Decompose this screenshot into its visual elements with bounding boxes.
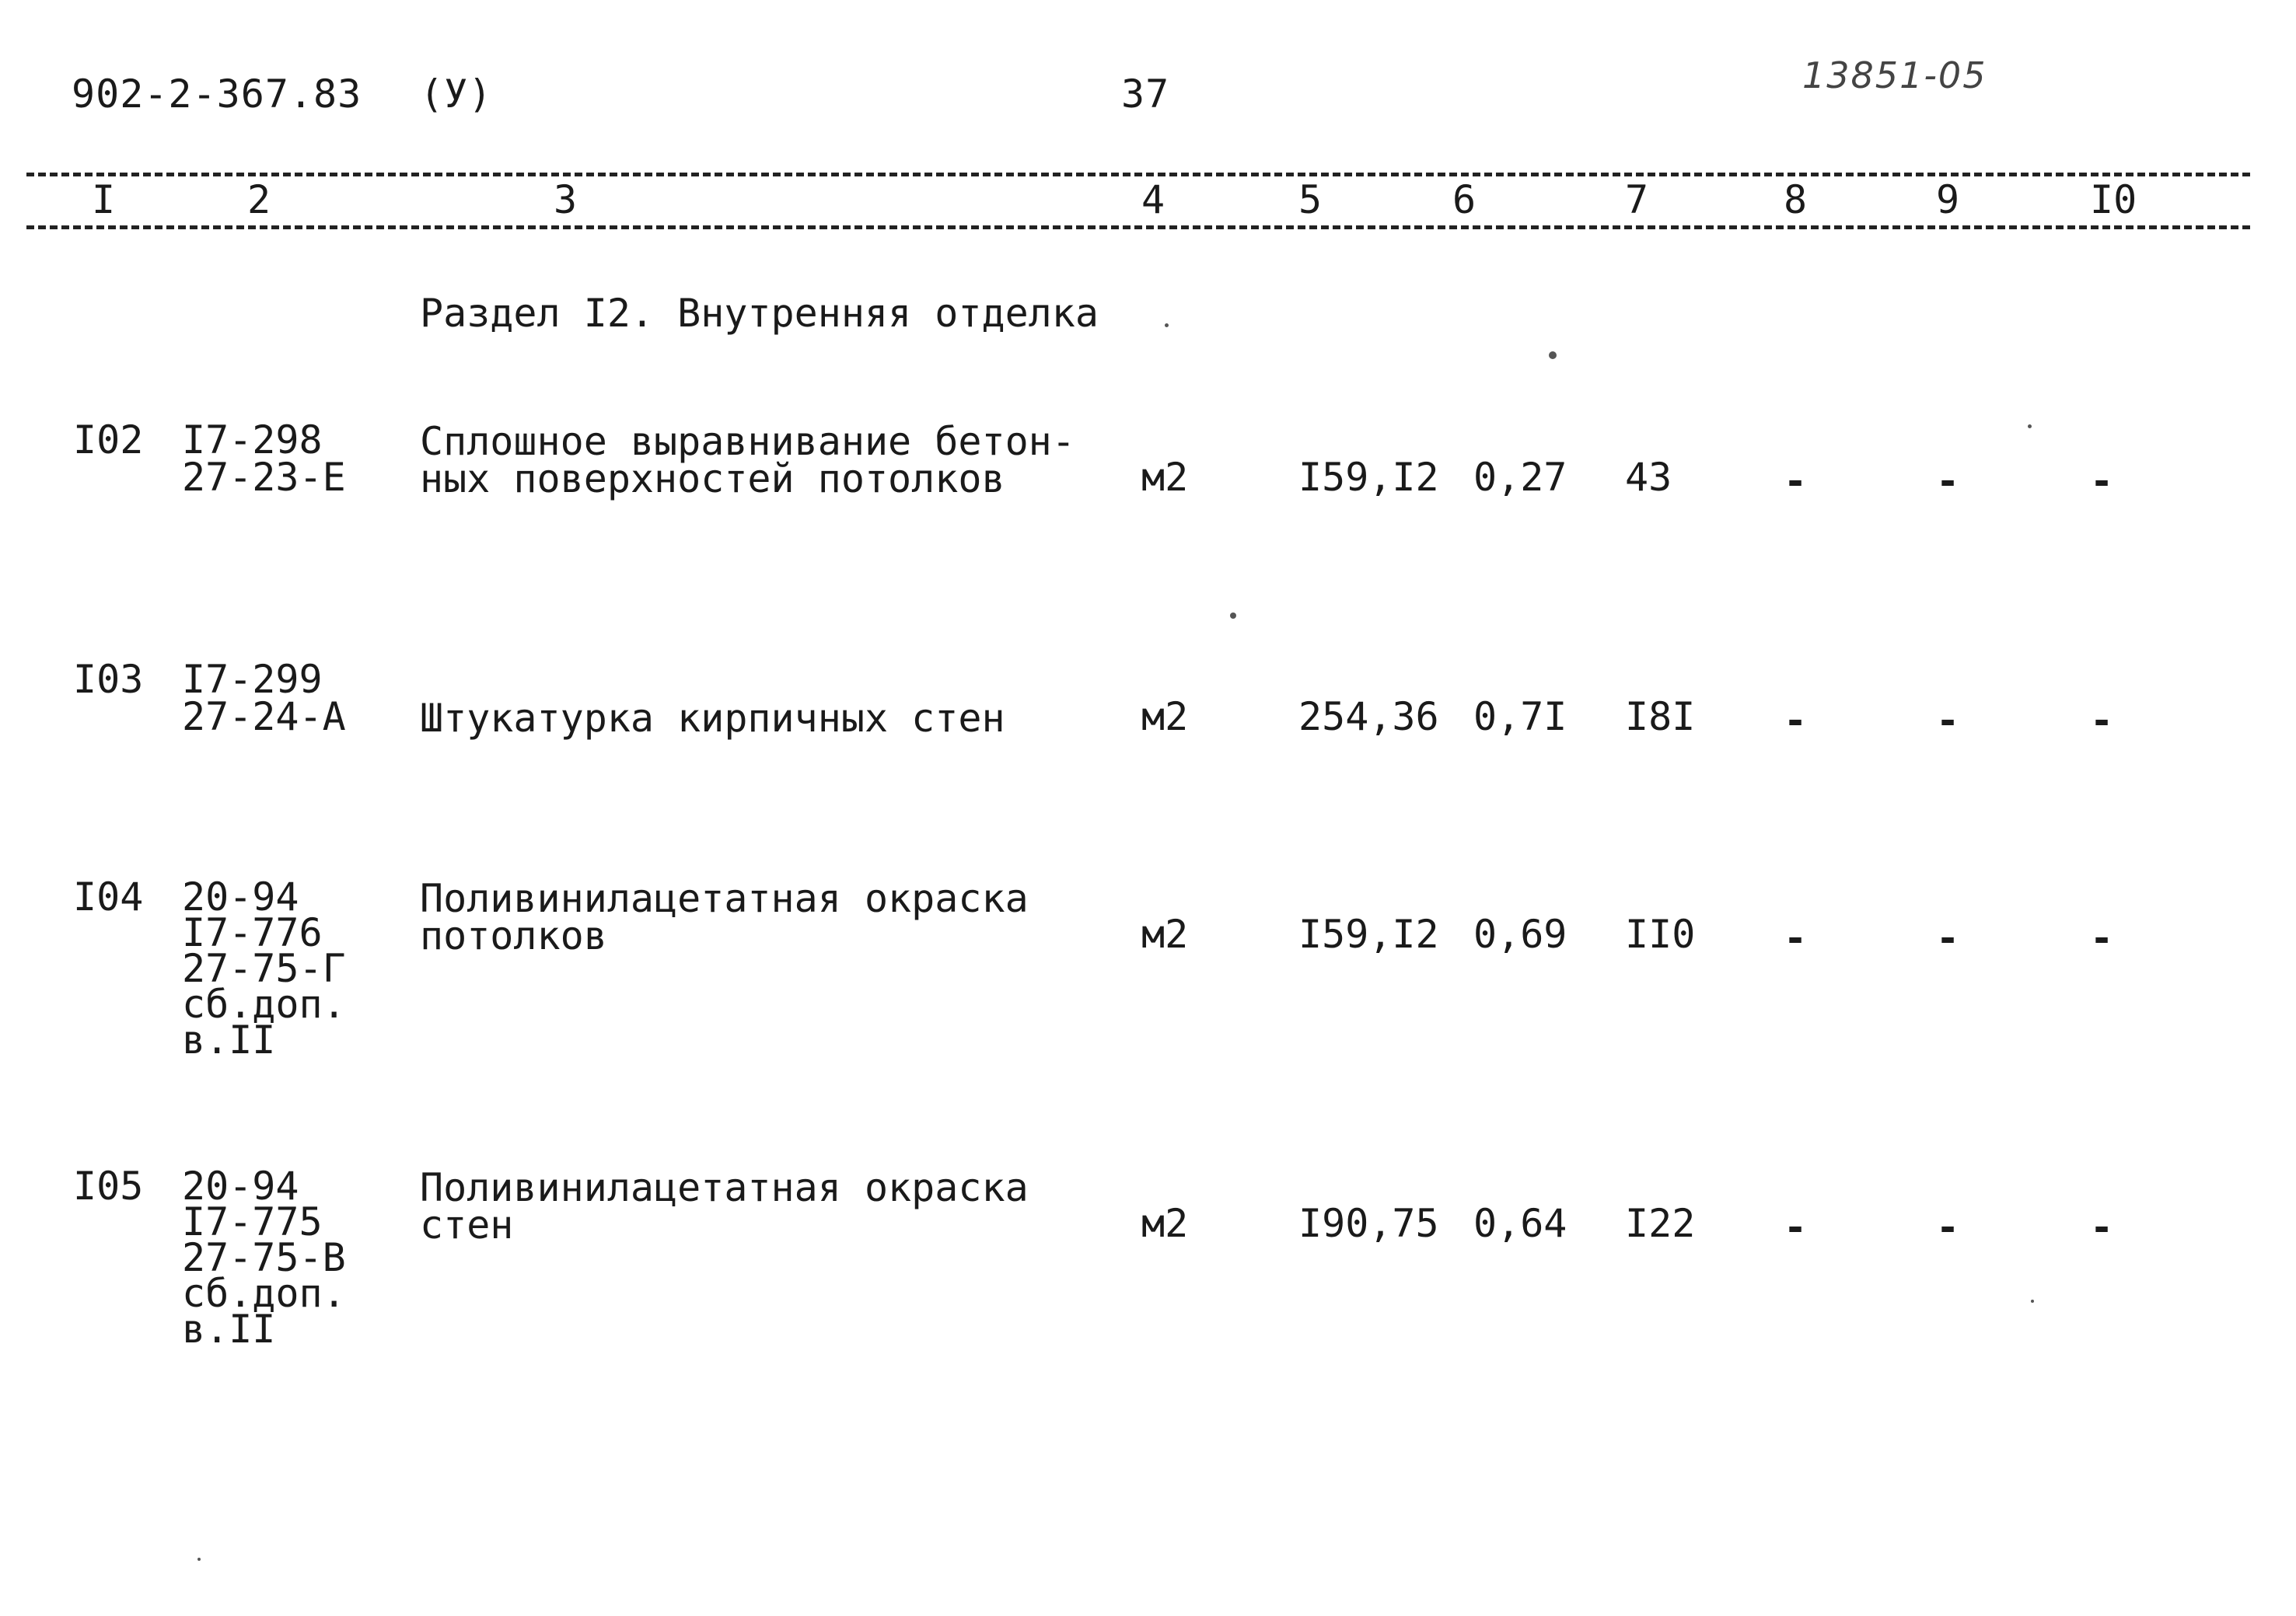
row-code-line: 27-75-Г [182,946,346,991]
row-col8: - [1784,698,1808,743]
scan-speck [197,1558,201,1561]
row-total: I8I [1625,694,1696,739]
row-col8: - [1784,1205,1808,1250]
col-header-1: I [92,177,116,222]
row-col10: - [2090,916,2114,961]
row-number: I04 [73,874,144,920]
row-description-line: Сплошное выравнивание бетон- [420,419,1075,464]
row-unit: м2 [1141,1201,1189,1246]
row-number: I03 [73,657,144,702]
row-code-line: 20-94 [182,874,299,920]
row-code-line: 27-24-А [182,694,346,739]
col-header-9: 9 [1936,177,1960,222]
row-quantity: I90,75 [1298,1201,1439,1246]
row-col9: - [1936,459,1960,504]
page-number: 37 [1121,72,1170,117]
row-unit: м2 [1141,694,1189,739]
doc-code: 902-2-367.83 [72,72,362,117]
row-number: I02 [73,417,144,462]
row-code-line: 27-75-В [182,1235,346,1280]
row-number: I05 [73,1164,144,1209]
row-description-line: Поливинилацетатная окраска [420,1165,1029,1210]
row-norm: 0,7I [1473,694,1567,739]
row-description-line: стен [420,1202,514,1248]
scan-speck [2031,1300,2034,1303]
row-quantity: I59,I2 [1298,455,1439,500]
doc-mark: (У) [420,72,493,117]
row-col9: - [1936,916,1960,961]
row-quantity: 254,36 [1298,694,1439,739]
row-description-line: ных поверхностей потолков [420,456,1005,501]
col-header-4: 4 [1141,177,1165,222]
scan-speck [2028,424,2032,428]
col-header-3: 3 [554,177,578,222]
row-code-line: сб.доп. [182,1271,346,1316]
row-code-line: I7-298 [182,417,323,462]
row-col8: - [1784,916,1808,961]
row-total: II0 [1625,912,1696,957]
col-header-6: 6 [1452,177,1476,222]
row-code-line: в.II [182,1017,276,1063]
scan-speck [1549,351,1557,359]
row-unit: м2 [1141,455,1189,500]
row-code-line: I7-775 [182,1199,323,1244]
row-unit: м2 [1141,912,1189,957]
row-total: 43 [1625,455,1672,500]
row-col8: - [1784,459,1808,504]
col-header-5: 5 [1298,177,1323,222]
col-header-2: 2 [247,177,271,222]
col-header-10: I0 [2090,177,2137,222]
archive-number: 13851-05 [1802,54,1987,96]
row-norm: 0,27 [1473,455,1567,500]
row-code-line: 20-94 [182,1164,299,1209]
row-quantity: I59,I2 [1298,912,1439,957]
scan-speck [1165,323,1169,327]
row-norm: 0,69 [1473,912,1567,957]
row-description-line: Поливинилацетатная окраска [420,876,1029,921]
row-col9: - [1936,1205,1960,1250]
row-description-line: Штукатурка кирпичных стен [420,696,1005,741]
row-col9: - [1936,698,1960,743]
row-code-line: 27-23-Е [182,455,346,500]
col-header-8: 8 [1784,177,1808,222]
row-total: I22 [1625,1201,1696,1246]
section-title: Раздел I2. Внутренняя отделка [420,291,1099,336]
header-top-rule [26,173,2250,176]
header-bottom-rule [26,225,2250,229]
row-description-line: потолков [420,913,607,958]
row-code-line: I7-299 [182,657,323,702]
row-code-line: сб.доп. [182,982,346,1027]
col-header-7: 7 [1625,177,1649,222]
row-code-line: в.II [182,1307,276,1352]
row-col10: - [2090,459,2114,504]
row-col10: - [2090,1205,2114,1250]
scan-speck [1230,613,1236,619]
row-col10: - [2090,698,2114,743]
row-norm: 0,64 [1473,1201,1567,1246]
row-code-line: I7-776 [182,910,323,955]
